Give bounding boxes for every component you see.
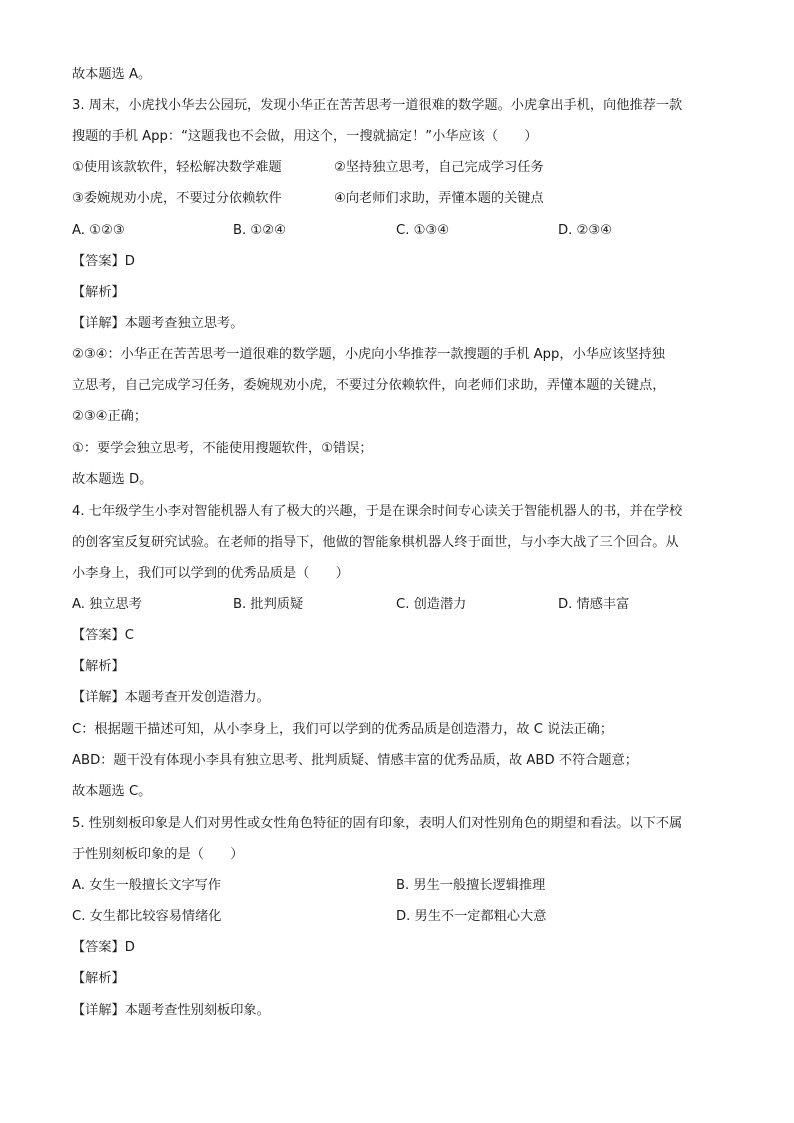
q4-option-a: A. 独立思考 — [72, 597, 142, 612]
q5-option-a: A. 女生一般擅长文字写作 — [72, 878, 222, 893]
q4-option-c: C. 创造潜力 — [396, 597, 467, 612]
q4-conclusion: 故本题选 C。 — [72, 784, 152, 799]
q5-answer-line — [72, 939, 135, 957]
q3-item-3: ③委婉规劝小虎，不要过分依赖软件 — [72, 191, 282, 206]
q3-stem-line-1: 3. 周末，小虎找小华去公园玩，发现小华正在苦苦思考一道很难的数学题。小虎拿出手机，向他推荐一款 — [72, 98, 683, 113]
answer-value: D — [124, 940, 135, 955]
q3-item-4: ④向老师们求助，弄懂本题的关键点 — [334, 191, 544, 206]
q4-analysis-tag: 【解析】 — [72, 659, 125, 674]
answer-tag: 【答案】 — [72, 940, 125, 955]
q4-stem-line-3: 小李身上，我们可以学到的优秀品质是（ ） — [72, 566, 349, 581]
q4-option-b: B. 批判质疑 — [233, 597, 304, 612]
q2-conclusion: 故本题选 A。 — [72, 67, 152, 82]
q3-option-d: D. ②③④ — [558, 223, 613, 238]
q5-detail-line-1: 【详解】本题考查性别刻板印象。 — [72, 1003, 270, 1018]
q4-detail-line-2: C：根据题干描述可知，从小李身上，我们可以学到的优秀品质是创造潜力，故 C 说法正确； — [72, 722, 614, 737]
q4-detail-line-1: 【详解】本题考查开发创造潜力。 — [72, 690, 270, 705]
q4-option-d: D. 情感丰富 — [558, 597, 630, 612]
q5-stem-line-2: 于性别刻板印象的是（ ） — [72, 847, 244, 862]
q5-option-c: C. 女生都比较容易情绪化 — [72, 909, 222, 924]
q3-item-2: ②坚持独立思考，自己完成学习任务 — [334, 160, 544, 175]
answer-value: D — [124, 254, 135, 269]
q5-option-b: B. 男生一般擅长逻辑推理 — [396, 878, 546, 893]
q5-stem-line-1: 5. 性别刻板印象是人们对男性或女性角色特征的固有印象，表明人们对性别角色的期望和看法。以下不属 — [72, 816, 683, 831]
q3-conclusion: 故本题选 D。 — [72, 472, 153, 487]
q5-analysis-tag: 【解析】 — [72, 971, 125, 986]
q3-option-b: B. ①②④ — [233, 223, 286, 238]
q3-detail-line-2: ②③④：小华正在苦苦思考一道很难的数学题，小虎向小华推荐一款搜题的手机 App，小华应该坚持独 — [72, 347, 665, 362]
q3-stem-line-2: 搜题的手机 App：“这题我也不会做，用这个，一搜就搞定！”小华应该（ ） — [72, 129, 538, 144]
q3-detail-line-5: ①：要学会独立思考，不能使用搜题软件，①错误； — [72, 441, 373, 456]
q3-detail-line-3: 立思考，自己完成学习任务，委婉规劝小虎，不要过分依赖软件，向老师们求助，弄懂本题的关键点， — [72, 378, 666, 393]
q3-analysis-tag: 【解析】 — [72, 285, 125, 300]
q5-option-d: D. 男生不一定都粗心大意 — [396, 909, 547, 924]
q3-item-1: ①使用该款软件，轻松解决数学难题 — [72, 160, 282, 175]
q3-option-a: A. ①②③ — [72, 223, 125, 238]
q4-detail-line-3: ABD：题干没有体现小李具有独立思考、批判质疑、情感丰富的优秀品质，故 ABD 不符合题意； — [72, 753, 638, 768]
q4-stem-line-2: 的创客室反复研究试验。在老师的指导下，他做的智能象棋机器人终于面世，与小李大战了三个回合。从 — [72, 535, 679, 550]
q3-answer-line — [72, 253, 135, 271]
q4-answer-line — [72, 627, 134, 645]
q3-detail-line-1: 【详解】本题考查独立思考。 — [72, 316, 244, 331]
answer-tag: 【答案】 — [72, 628, 125, 643]
q4-stem-line-1: 4. 七年级学生小李对智能机器人有了极大的兴趣，于是在课余时间专心读关于智能机器人的书，并在学校 — [72, 504, 683, 519]
answer-tag: 【答案】 — [72, 254, 125, 269]
answer-value: C — [124, 628, 134, 643]
q3-option-c: C. ①③④ — [396, 223, 450, 238]
q3-detail-line-4: ②③④正确； — [72, 409, 148, 424]
